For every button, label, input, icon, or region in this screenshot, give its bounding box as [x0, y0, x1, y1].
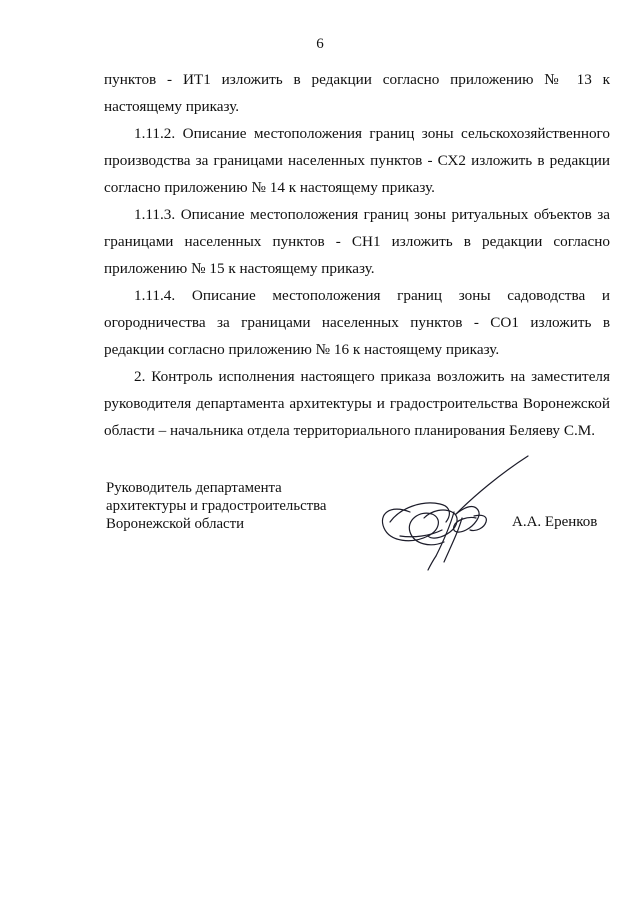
signer-position: [106, 479, 326, 533]
paragraph-1-11-2: 1.11.2. Описание местоположения границ зоны сельскохозяйственного производства за границами населенных пунктов - СХ2 изложить в редакции согласно приложению № 14 к настоящему приказу.: [104, 125, 610, 196]
paragraph-1-11-3: 1.11.3. Описание местоположения границ зоны ритуальных объектов за границами населенных пунктов - СН1 изложить в редакции согласно приложению № 15 к настоящему приказу.: [104, 206, 610, 277]
paragraph-continuation: пунктов - ИТ1 изложить в редакции согласно приложению № 13 к настоящему приказу.: [104, 71, 610, 115]
handwritten-signature: [370, 452, 540, 572]
paragraph-1-11-4: 1.11.4. Описание местоположения границ зоны садоводства и огородничества за границами населенных пунктов - СО1 изложить в редакции согласно приложению № 16 к настоящему приказу.: [104, 287, 610, 358]
signer-position-line: Руководитель департамента: [106, 480, 282, 496]
signer-position-line: Воронежской области: [106, 516, 244, 532]
page-number: 6: [316, 36, 324, 52]
signer-position-line: архитектуры и градостроительства: [106, 498, 327, 514]
signer-name: А.А. Еренков: [512, 514, 598, 530]
body-text: [104, 66, 610, 444]
paragraph-2-control: 2. Контроль исполнения настоящего приказа возложить на заместителя руководителя департамента архитектуры и градостроительства Воронежской области – начальника отдела территориального планирования Беляеву С.М.: [104, 368, 610, 439]
